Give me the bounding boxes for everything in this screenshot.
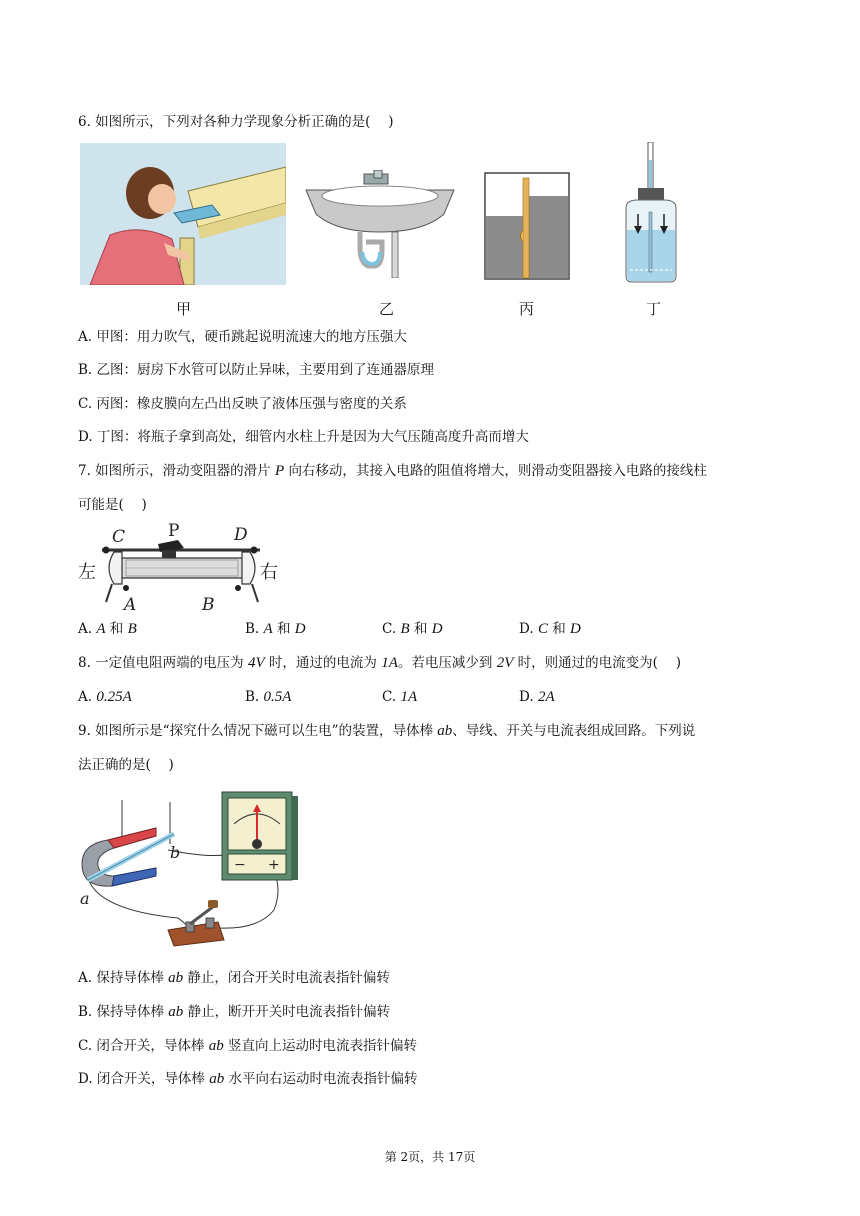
svg-text:+: + bbox=[268, 857, 280, 873]
q9-option-b: B. 保持导体棒 ab 静止，断开开关时电流表指针偏转 bbox=[78, 1004, 391, 1020]
q7-option-b: B. A 和 D bbox=[245, 621, 306, 637]
q9-option-c: C. 闭合开关，导体棒 ab 竖直向上运动时电流表指针偏转 bbox=[78, 1038, 418, 1054]
q9-option-d: D. 闭合开关，导体棒 ab 水平向右运动时电流表指针偏转 bbox=[78, 1071, 418, 1087]
q8-option-c: C. 1A bbox=[382, 689, 418, 705]
figure-yi bbox=[304, 170, 456, 278]
q6-option-c: C. 丙图：橡皮膜向左凸出反映了液体压强与密度的关系 bbox=[78, 396, 407, 412]
q6-stem: 6. 如图所示，下列对各种力学现象分析正确的是( ) bbox=[78, 114, 394, 130]
q9-stem: 9. 如图所示是“探究什么情况下磁可以生电”的装置，导体棒 ab、导线、开关与电流表组成回路。下列说 bbox=[78, 723, 696, 739]
q6-option-a: A. 甲图：用力吹气，硬币跳起说明流速大的地方压强大 bbox=[78, 329, 407, 345]
q7-option-a: A. A 和 B bbox=[78, 621, 137, 637]
q9-stem-line2: 法正确的是( ) bbox=[78, 757, 174, 773]
rod-end-a-label: a bbox=[80, 889, 90, 908]
terminal-d-label: D bbox=[234, 525, 248, 545]
figure-rheostat bbox=[78, 518, 283, 614]
figure-yi-caption: 乙 bbox=[379, 300, 395, 318]
figure-jia bbox=[80, 143, 286, 285]
q8-option-d: D. 2A bbox=[519, 689, 555, 705]
q6-option-b: B. 乙图：厨房下水管可以防止异味，主要用到了连通器原理 bbox=[78, 362, 435, 378]
q8-option-a: A. 0.25A bbox=[78, 689, 132, 705]
q7-option-d: D. C 和 D bbox=[519, 621, 581, 637]
right-label: 右 bbox=[260, 562, 278, 583]
figure-induction bbox=[78, 790, 308, 950]
figure-bing-caption: 丙 bbox=[519, 300, 535, 318]
page-footer: 第 2页，共 17页 bbox=[384, 1150, 476, 1164]
figure-bing bbox=[484, 172, 570, 280]
q8-option-b: B. 0.5A bbox=[245, 689, 292, 705]
terminal-c-label: C bbox=[112, 527, 126, 547]
svg-text:−: − bbox=[234, 857, 246, 873]
figure-ding bbox=[618, 142, 688, 284]
slider-p-label: P bbox=[168, 521, 180, 541]
q7-stem-line2: 可能是( ) bbox=[78, 497, 147, 513]
q6-option-d: D. 丁图：将瓶子拿到高处，细管内水柱上升是因为大气压随高度升高而增大 bbox=[78, 429, 529, 445]
left-label: 左 bbox=[78, 562, 96, 583]
q8-stem: 8. 一定值电阻两端的电压为 4V 时，通过的电流为 1A。若电压减少到 2V 时，则通过的电流变为( ) bbox=[78, 655, 681, 671]
q7-stem: 7. 如图所示，滑动变阻器的滑片 P 向右移动，其接入电路的阻值将增大，则滑动变阻器接入电路的接线柱 bbox=[78, 463, 707, 479]
rod-end-b-label: b bbox=[170, 843, 181, 862]
terminal-b-label: B bbox=[202, 595, 215, 614]
figure-ding-caption: 丁 bbox=[646, 300, 662, 318]
q9-option-a: A. 保持导体棒 ab 静止，闭合开关时电流表指针偏转 bbox=[78, 970, 390, 986]
figure-jia-caption: 甲 bbox=[176, 300, 192, 318]
q7-option-c: C. B 和 D bbox=[382, 621, 443, 637]
terminal-a-label: A bbox=[124, 595, 137, 614]
